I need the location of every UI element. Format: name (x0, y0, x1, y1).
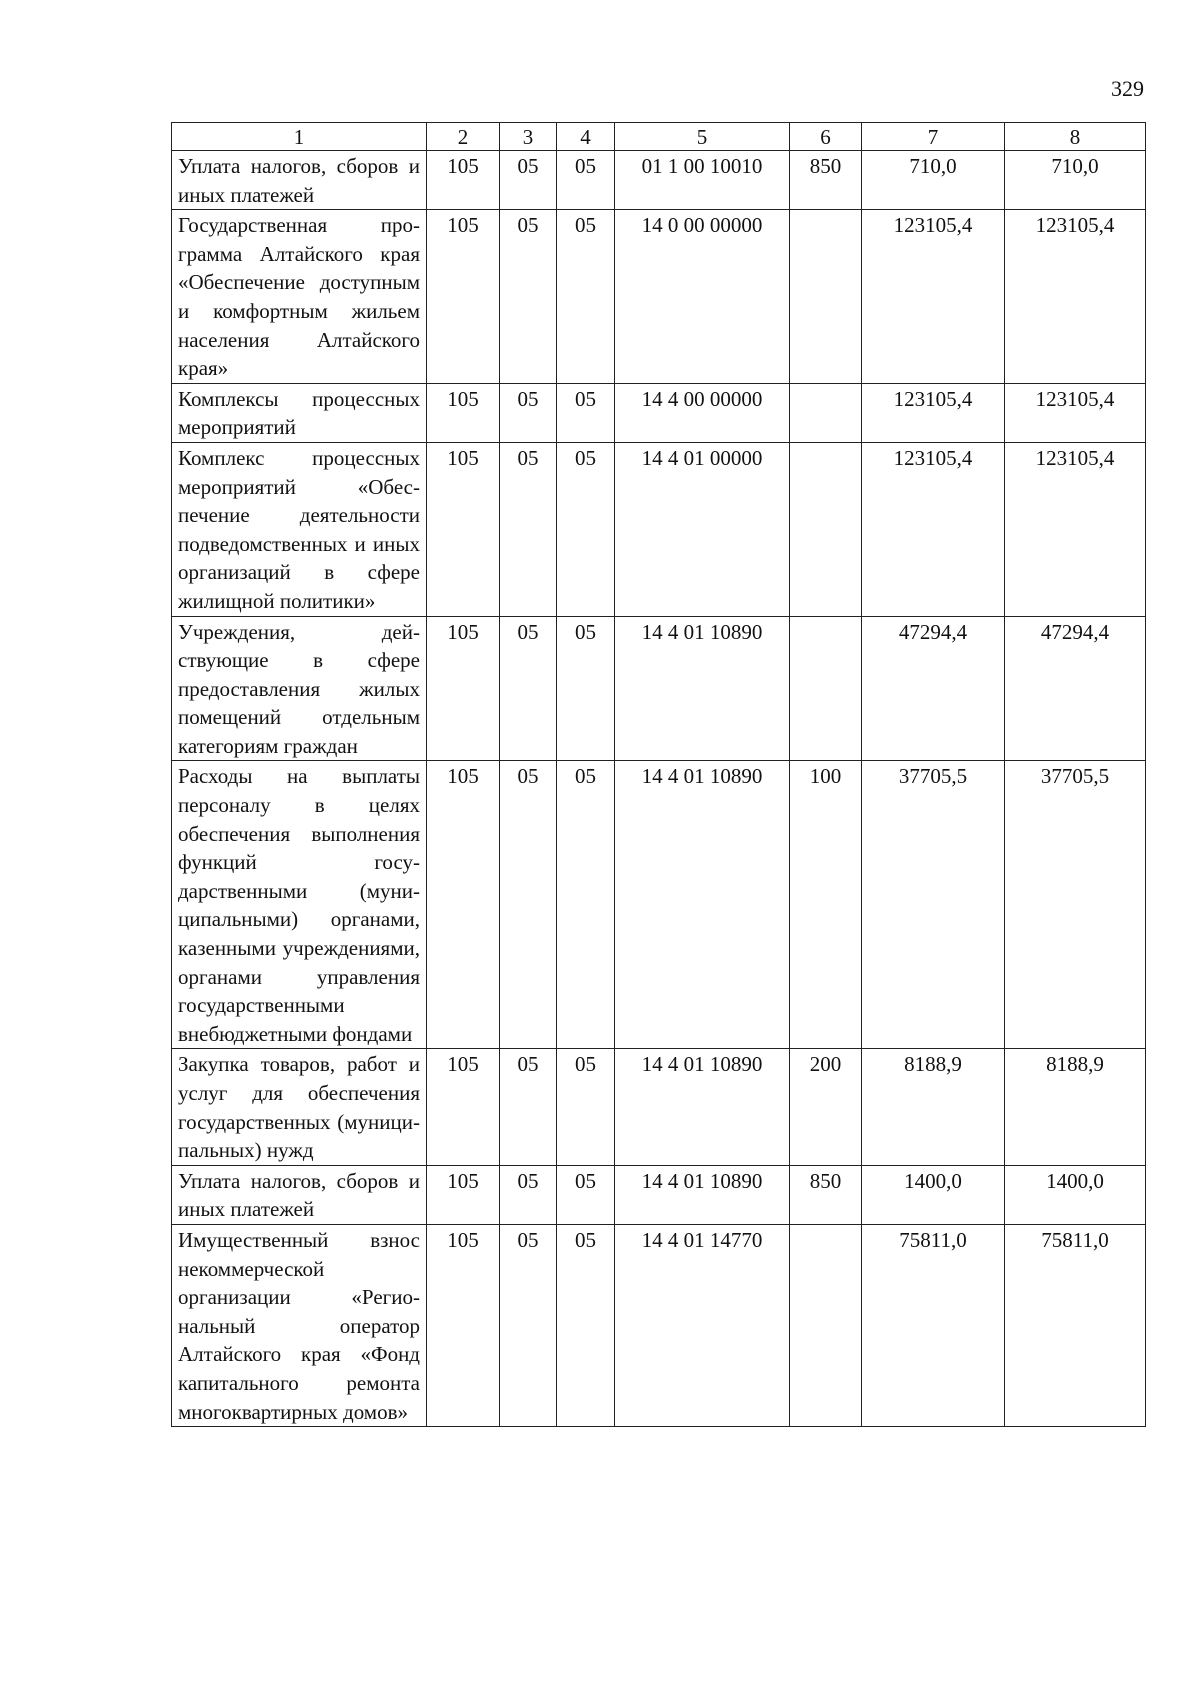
section-code-cell: 05 (500, 442, 557, 616)
ministry-code-cell: 105 (427, 761, 500, 1049)
section-code-cell: 05 (500, 1049, 557, 1165)
amount-cell-2: 37705,5 (1005, 761, 1146, 1049)
expense-type-cell (790, 383, 862, 442)
amount-cell: 8188,9 (862, 1049, 1005, 1165)
section-code-cell: 05 (500, 151, 557, 210)
row-name-cell: Комплексы процессных мероприятий (172, 383, 427, 442)
subsection-code-cell: 05 (557, 761, 615, 1049)
header-cell-8: 8 (1005, 123, 1146, 151)
section-code-cell: 05 (500, 1224, 557, 1426)
header-cell-3: 3 (500, 123, 557, 151)
amount-cell-2: 47294,4 (1005, 616, 1146, 761)
expense-type-cell: 200 (790, 1049, 862, 1165)
amount-cell-2: 123105,4 (1005, 383, 1146, 442)
ministry-code-cell: 105 (427, 1165, 500, 1224)
expense-type-cell: 850 (790, 151, 862, 210)
ministry-code-cell: 105 (427, 383, 500, 442)
subsection-code-cell: 05 (557, 383, 615, 442)
subsection-code-cell: 05 (557, 210, 615, 384)
target-article-cell: 14 4 01 10890 (615, 616, 790, 761)
amount-cell: 123105,4 (862, 383, 1005, 442)
subsection-code-cell: 05 (557, 151, 615, 210)
target-article-cell: 14 4 01 10890 (615, 1165, 790, 1224)
target-article-cell: 14 4 01 14770 (615, 1224, 790, 1426)
section-code-cell: 05 (500, 210, 557, 384)
ministry-code-cell: 105 (427, 151, 500, 210)
header-cell-1: 1 (172, 123, 427, 151)
header-cell-5: 5 (615, 123, 790, 151)
subsection-code-cell: 05 (557, 1165, 615, 1224)
target-article-cell: 01 1 00 10010 (615, 151, 790, 210)
amount-cell: 123105,4 (862, 210, 1005, 384)
expense-type-cell: 100 (790, 761, 862, 1049)
subsection-code-cell: 05 (557, 1224, 615, 1426)
target-article-cell: 14 4 01 10890 (615, 761, 790, 1049)
row-name-cell: Имущественный взнос некоммерческой организации «Региональный оператор Алтайского края «Фонд капитального ремонта многоквартирных домов» (172, 1224, 427, 1426)
header-cell-4: 4 (557, 123, 615, 151)
target-article-cell: 14 4 00 00000 (615, 383, 790, 442)
expense-type-cell (790, 1224, 862, 1426)
expense-type-cell: 850 (790, 1165, 862, 1224)
subsection-code-cell: 05 (557, 442, 615, 616)
header-cell-2: 2 (427, 123, 500, 151)
budget-table (171, 122, 1146, 1427)
page-number: 329 (1111, 76, 1144, 101)
amount-cell-2: 8188,9 (1005, 1049, 1146, 1165)
subsection-code-cell: 05 (557, 1049, 615, 1165)
ministry-code-cell: 105 (427, 210, 500, 384)
expense-type-cell (790, 616, 862, 761)
table-row (172, 761, 1146, 1049)
expense-type-cell (790, 210, 862, 384)
row-name-cell: Закупка товаров, работ и услуг для обеспечения государственных (муниципальных) нужд (172, 1049, 427, 1165)
row-name-cell: Уплата налогов, сборов и иных платежей (172, 1165, 427, 1224)
amount-cell: 75811,0 (862, 1224, 1005, 1426)
row-name-cell: Уплата налогов, сборов и иных платежей (172, 151, 427, 210)
row-name-cell: Учреждения, действующие в сфере предоставления жилых помещений отдельным категориям граждан (172, 616, 427, 761)
amount-cell-2: 123105,4 (1005, 442, 1146, 616)
amount-cell: 37705,5 (862, 761, 1005, 1049)
section-code-cell: 05 (500, 616, 557, 761)
table-row (172, 442, 1146, 616)
ministry-code-cell: 105 (427, 1049, 500, 1165)
table-row (172, 210, 1146, 384)
table-row (172, 383, 1146, 442)
amount-cell-2: 75811,0 (1005, 1224, 1146, 1426)
table-row (172, 1049, 1146, 1165)
target-article-cell: 14 4 01 10890 (615, 1049, 790, 1165)
expense-type-cell (790, 442, 862, 616)
amount-cell-2: 1400,0 (1005, 1165, 1146, 1224)
header-row (172, 123, 1146, 151)
table-row (172, 1165, 1146, 1224)
section-code-cell: 05 (500, 761, 557, 1049)
ministry-code-cell: 105 (427, 442, 500, 616)
section-code-cell: 05 (500, 1165, 557, 1224)
row-name-cell: Расходы на выплаты персоналу в целях обеспечения выполнения функций государственными (муниципальными) органами, казенными учреждениями, органами управления государственными внебюджетными фондами (172, 761, 427, 1049)
amount-cell-2: 710,0 (1005, 151, 1146, 210)
target-article-cell: 14 0 00 00000 (615, 210, 790, 384)
amount-cell: 123105,4 (862, 442, 1005, 616)
amount-cell: 1400,0 (862, 1165, 1005, 1224)
target-article-cell: 14 4 01 00000 (615, 442, 790, 616)
table-row (172, 616, 1146, 761)
subsection-code-cell: 05 (557, 616, 615, 761)
header-cell-7: 7 (862, 123, 1005, 151)
header-cell-6: 6 (790, 123, 862, 151)
row-name-cell: Комплекс процессных мероприятий «Обеспечение деятельности подведомственных и иных организаций в сфере жилищной политики» (172, 442, 427, 616)
ministry-code-cell: 105 (427, 616, 500, 761)
amount-cell: 47294,4 (862, 616, 1005, 761)
row-name-cell: Государственная программа Алтайского края «Обеспечение доступным и комфортным жильем населения Алтайского края» (172, 210, 427, 384)
amount-cell-2: 123105,4 (1005, 210, 1146, 384)
section-code-cell: 05 (500, 383, 557, 442)
table-row (172, 1224, 1146, 1426)
amount-cell: 710,0 (862, 151, 1005, 210)
ministry-code-cell: 105 (427, 1224, 500, 1426)
table-row (172, 151, 1146, 210)
